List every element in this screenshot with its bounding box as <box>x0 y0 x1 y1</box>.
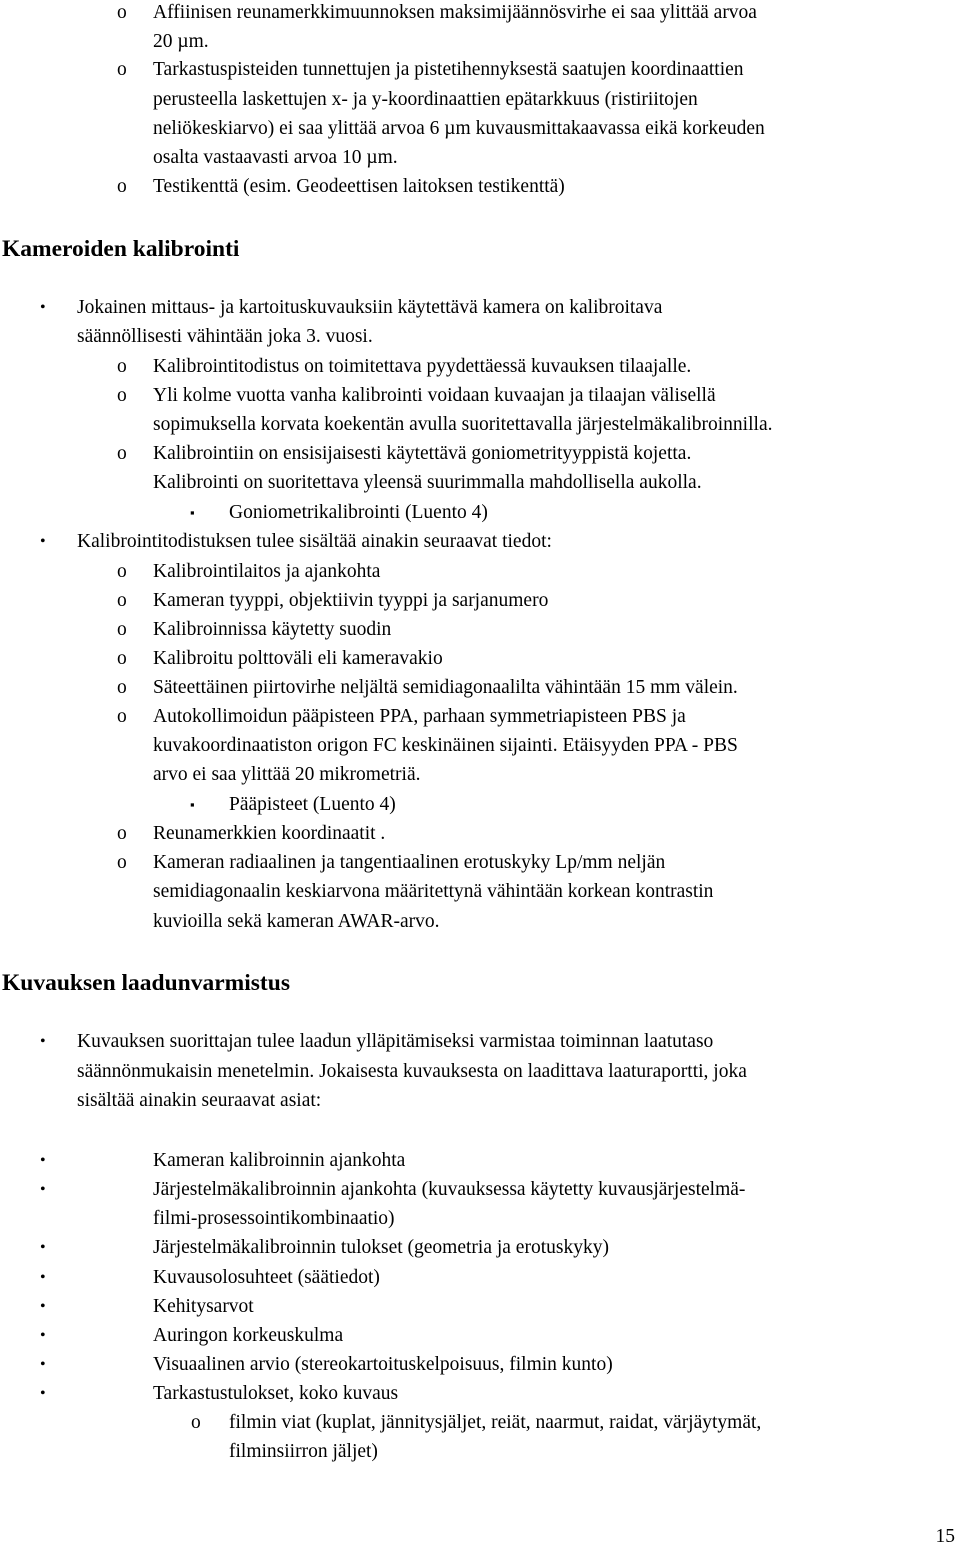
disc-bullet: • <box>40 1152 46 1169</box>
text-line: Kalibroitu polttoväli eli kameravakio <box>153 648 443 669</box>
square-bullet: ▪ <box>190 797 195 812</box>
text-line: säännöllisesti vähintään joka 3. vuosi. <box>77 326 373 347</box>
text-line: Kameran tyyppi, objektiivin tyyppi ja sarjanumero <box>153 590 549 611</box>
text-line: Testikenttä (esim. Geodeettisen laitoksen testikenttä) <box>153 176 565 197</box>
disc-bullet: • <box>40 1269 46 1286</box>
text-line: Kameran kalibroinnin ajankohta <box>153 1150 406 1171</box>
text-line: sopimuksella korvata koekentän avulla suoritettavalla järjestelmäkalibroinnilla. <box>153 414 773 435</box>
circle-bullet: o <box>117 561 127 582</box>
text-line: Kalibrointiin on ensisijaisesti käytettävä goniometrityyppistä kojetta. <box>153 443 692 464</box>
circle-bullet: o <box>117 648 127 669</box>
section-heading-quality: Kuvauksen laadunvarmistus <box>2 970 290 996</box>
text-line: Reunamerkkien koordinaatit . <box>153 823 386 844</box>
text-line: Kalibrointilaitos ja ajankohta <box>153 561 381 582</box>
page-number: 15 <box>935 1526 955 1547</box>
text-line: neliökeskiarvo) ei saa ylittää arvoa 6 µm kuvausmittakaavassa eikä korkeuden <box>153 118 765 139</box>
text-line: Kehitysarvot <box>153 1296 254 1317</box>
text-line: Tarkastustulokset, koko kuvaus <box>153 1383 399 1404</box>
disc-bullet: • <box>40 1298 46 1315</box>
text-line: Kalibrointi on suoritettava yleensä suurimmalla mahdollisella aukolla. <box>153 472 702 493</box>
text-line: kuvakoordinaatiston origon FC keskinäinen sijainti. Etäisyyden PPA - PBS <box>153 735 738 756</box>
text-line: Kuvauksen suorittajan tulee laadun ylläpitämiseksi varmistaa toiminnan laatutaso <box>77 1031 714 1052</box>
text-line: Goniometrikalibrointi (Luento 4) <box>229 502 488 523</box>
text-line: arvo ei saa ylittää 20 mikrometriä. <box>153 764 421 785</box>
text-line: kuvioilla sekä kameran AWAR-arvo. <box>153 911 440 932</box>
disc-bullet: • <box>40 1239 46 1256</box>
text-line: Kameran radiaalinen ja tangentiaalinen erotuskyky Lp/mm neljän <box>153 852 666 873</box>
text-line: Yli kolme vuotta vanha kalibrointi voidaan kuvaajan ja tilaajan välisellä <box>153 385 716 406</box>
circle-bullet: o <box>117 823 127 844</box>
text-line: Kalibrointitodistus on toimitettava pyydettäessä kuvauksen tilaajalle. <box>153 356 692 377</box>
text-line: 20 µm. <box>153 31 209 52</box>
circle-bullet: o <box>117 59 127 80</box>
circle-bullet: o <box>117 852 127 873</box>
text-line: Järjestelmäkalibroinnin tulokset (geometria ja erotuskyky) <box>153 1237 609 1258</box>
text-line: Pääpisteet (Luento 4) <box>229 794 396 815</box>
circle-bullet: o <box>191 1412 201 1433</box>
text-line: filmi-prosessointikombinaatio) <box>153 1208 395 1229</box>
circle-bullet: o <box>117 176 127 197</box>
circle-bullet: o <box>117 385 127 406</box>
text-line: Tarkastuspisteiden tunnettujen ja pistetihennyksestä saatujen koordinaattien <box>153 59 744 80</box>
disc-bullet: • <box>40 1356 46 1373</box>
text-line: Kalibroinnissa käytetty suodin <box>153 619 392 640</box>
circle-bullet: o <box>117 677 127 698</box>
disc-bullet: • <box>40 299 46 316</box>
text-line: Affiinisen reunamerkkimuunnoksen maksimijäännösvirhe ei saa ylittää arvoa <box>153 2 757 23</box>
circle-bullet: o <box>117 356 127 377</box>
text-line: semidiagonaalin keskiarvona määritettynä vähintään korkean kontrastin <box>153 881 714 902</box>
text-line: Säteettäinen piirtovirhe neljältä semidiagonaalilta vähintään 15 mm välein. <box>153 677 738 698</box>
circle-bullet: o <box>117 2 127 23</box>
disc-bullet: • <box>40 1181 46 1198</box>
circle-bullet: o <box>117 443 127 464</box>
text-line: Autokollimoidun pääpisteen PPA, parhaan symmetriapisteen PBS ja <box>153 706 686 727</box>
disc-bullet: • <box>40 1385 46 1402</box>
disc-bullet: • <box>40 1033 46 1050</box>
text-line: Kuvausolosuhteet (säätiedot) <box>153 1267 380 1288</box>
circle-bullet: o <box>117 590 127 611</box>
circle-bullet: o <box>117 619 127 640</box>
text-line: Visuaalinen arvio (stereokartoituskelpoisuus, filmin kunto) <box>153 1354 613 1375</box>
circle-bullet: o <box>117 706 127 727</box>
text-line: perusteella laskettujen x- ja y-koordinaattien epätarkkuus (ristiriitojen <box>153 89 698 110</box>
text-line: filmin viat (kuplat, jännitysjäljet, reiät, naarmut, raidat, värjäytymät, <box>229 1412 762 1433</box>
text-line: Kalibrointitodistuksen tulee sisältää ainakin seuraavat tiedot: <box>77 531 552 552</box>
text-line: filminsiirron jäljet) <box>229 1441 378 1462</box>
text-line: osalta vastaavasti arvoa 10 µm. <box>153 147 398 168</box>
text-line: Järjestelmäkalibroinnin ajankohta (kuvauksessa käytetty kuvausjärjestelmä- <box>153 1179 746 1200</box>
text-line: säännönmukaisin menetelmin. Jokaisesta kuvauksesta on laadittava laaturaportti, joka <box>77 1061 747 1082</box>
section-heading-calibration: Kameroiden kalibrointi <box>2 236 240 262</box>
text-line: Auringon korkeuskulma <box>153 1325 344 1346</box>
text-line: Jokainen mittaus- ja kartoituskuvauksiin käytettävä kamera on kalibroitava <box>77 297 663 318</box>
disc-bullet: • <box>40 1327 46 1344</box>
text-line: sisältää ainakin seuraavat asiat: <box>77 1090 322 1111</box>
square-bullet: ▪ <box>190 505 195 520</box>
disc-bullet: • <box>40 533 46 550</box>
